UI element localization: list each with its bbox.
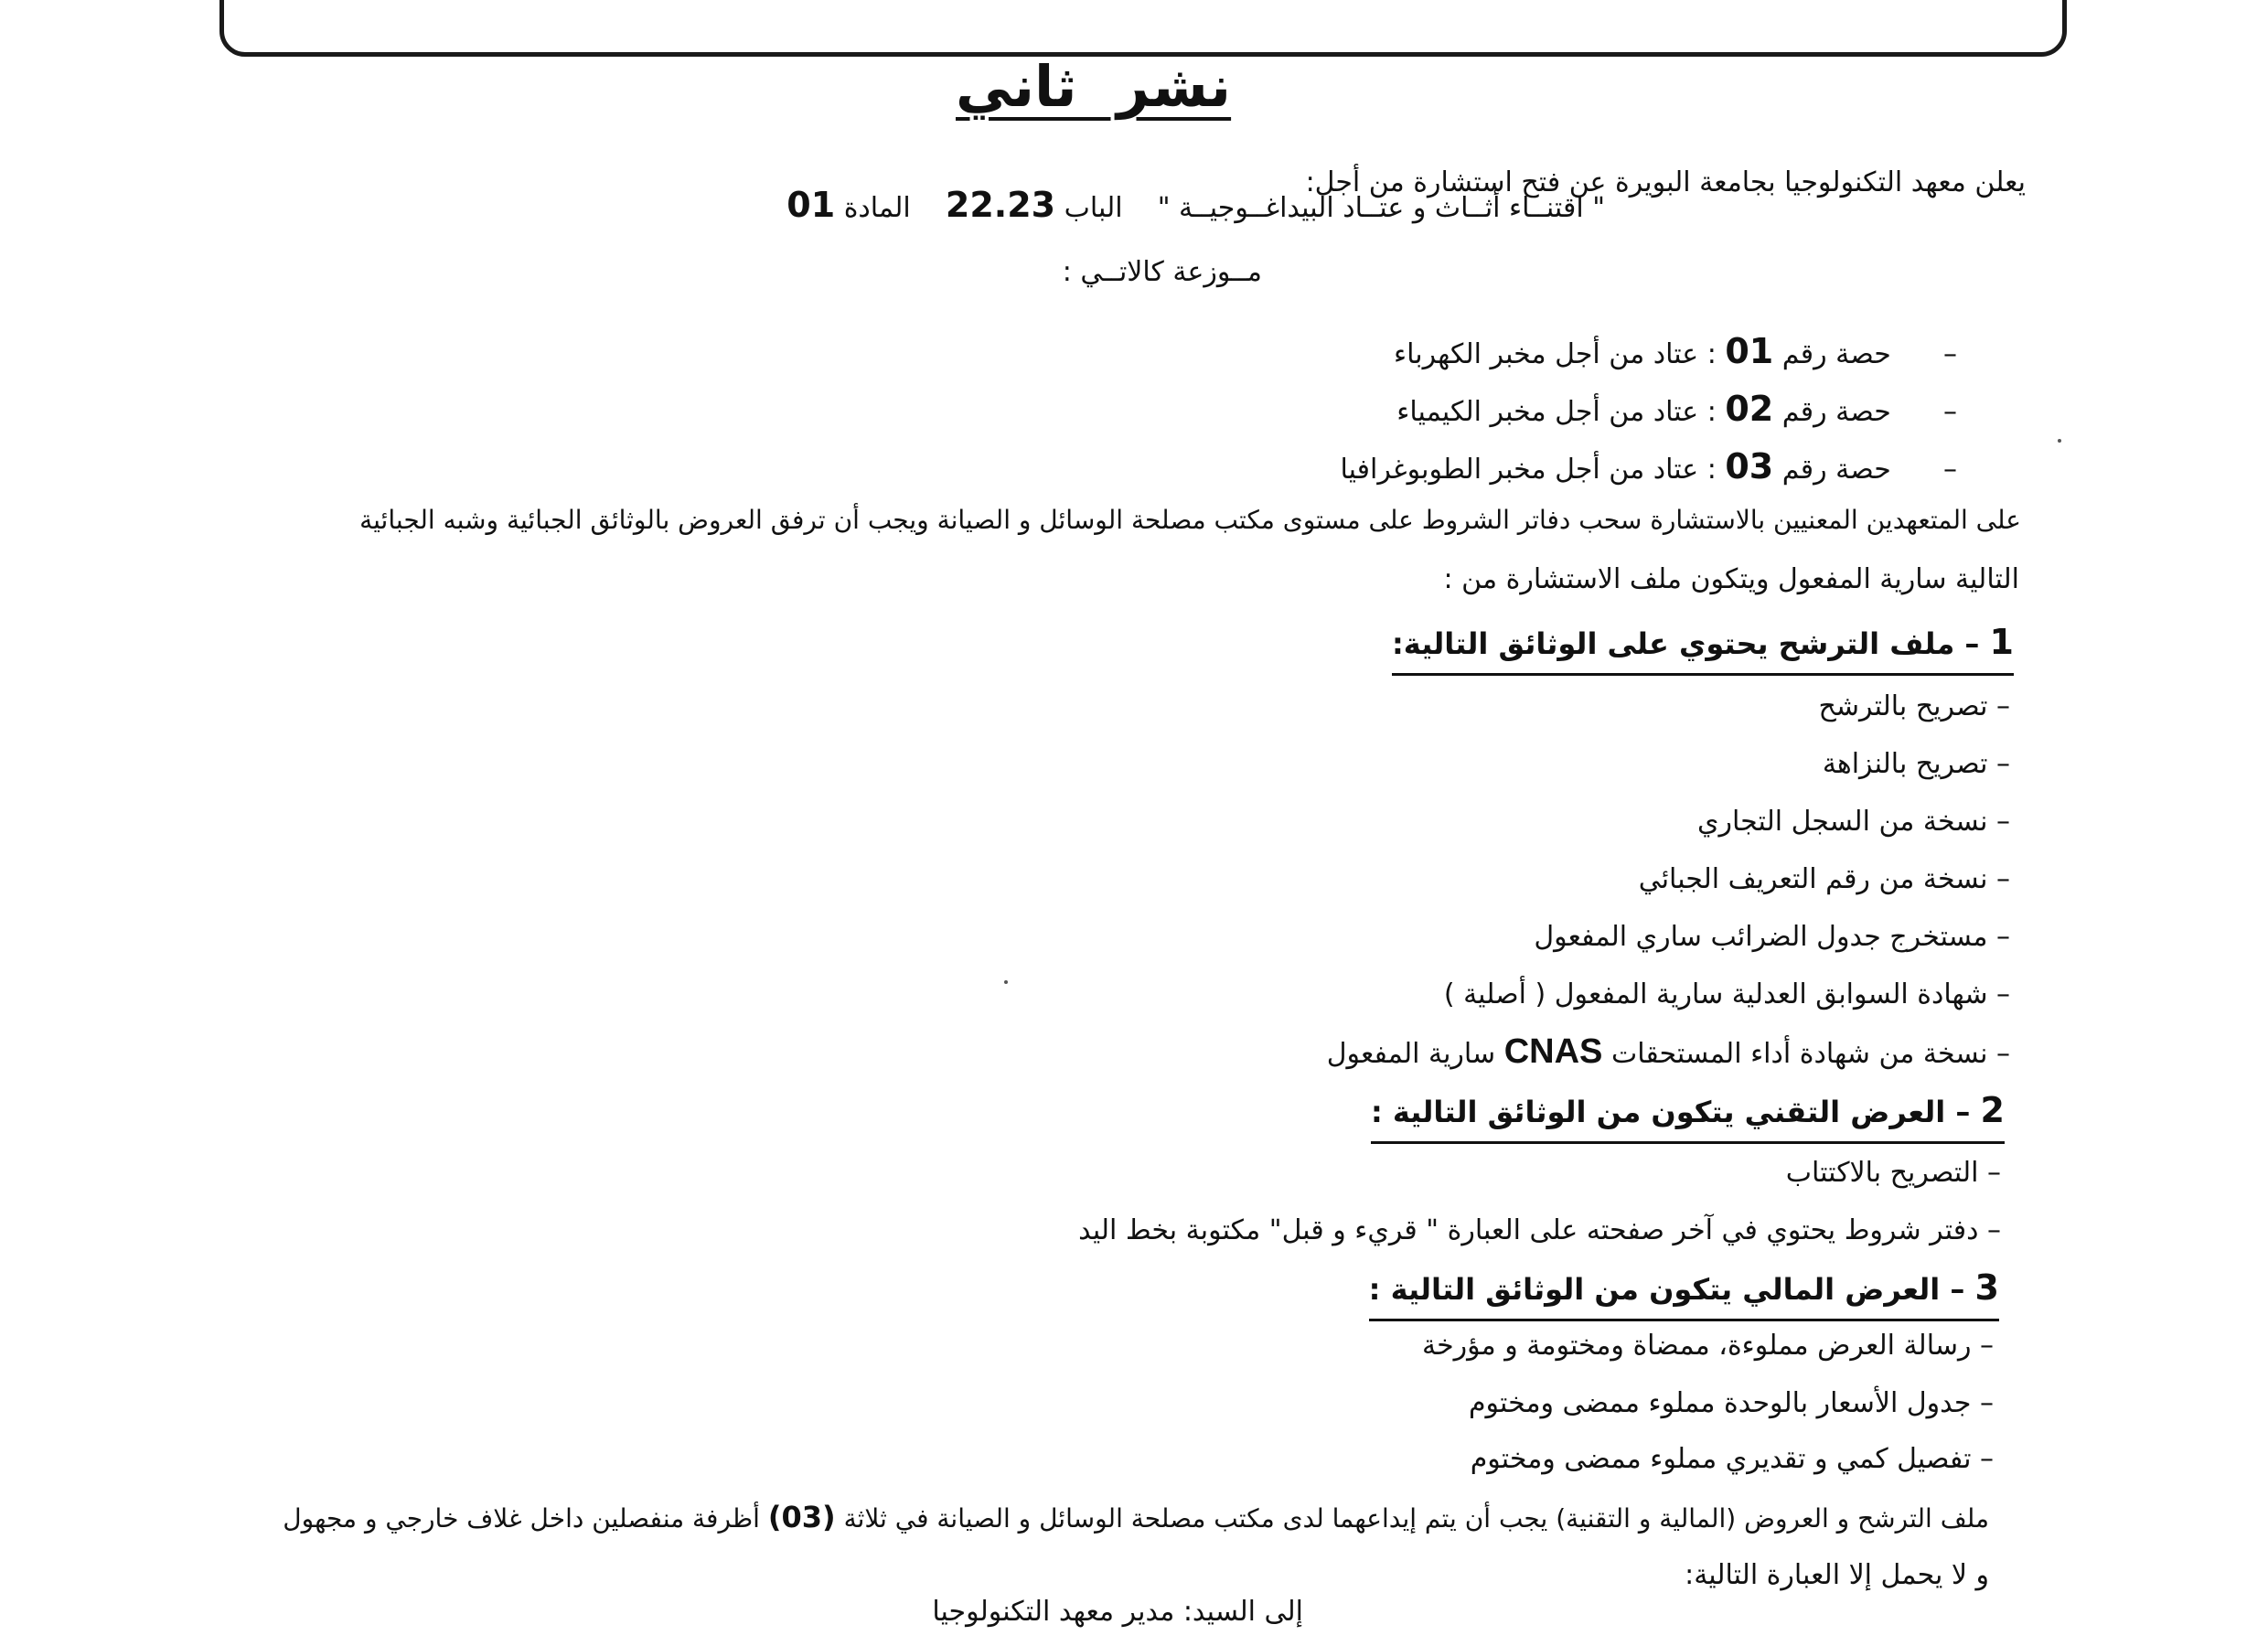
closing-line	[283, 1500, 1989, 1534]
addressee-line: إلى السيد: مدير معهد التكنولوجيا	[932, 1596, 1303, 1628]
subject-text: " اقتنــاء أثــاث و عتــاد البيداغــوجيــة "	[1157, 192, 1605, 224]
dash-bullet: –	[1943, 338, 1957, 370]
paragraph-line: التالية سارية المفعول ويتكون ملف الاستشارة من :	[1443, 563, 2019, 595]
lot-item	[1340, 446, 1957, 488]
list-item: – مستخرج جدول الضرائب ساري المفعول	[1534, 921, 2010, 953]
lot-label: حصة رقم	[1781, 454, 1891, 486]
lot-label: حصة رقم	[1781, 338, 1891, 370]
list-item-text: سارية المفعول	[1326, 1038, 1496, 1070]
section-1-heading	[1392, 622, 2014, 676]
list-item: – تفصيل كمي و تقديري مملوء ممضى ومختوم	[1470, 1443, 1994, 1475]
lot-item	[1394, 331, 1957, 373]
intro-line: يعلن معهد التكنولوجيا بجامعة البويرة عن فتح استشارة من أجل:	[1305, 166, 2026, 198]
lot-desc: : عتاد من أجل مخبر الكيمياء	[1396, 396, 1717, 428]
list-item	[1327, 1031, 2010, 1074]
scan-speck	[2058, 439, 2061, 443]
dash-bullet: –	[1943, 454, 1957, 486]
section-heading-text: – ملف الترشح يحتوي على الوثائق التالية:	[1391, 626, 1980, 661]
lot-number: 02	[1725, 389, 1774, 429]
list-item: – التصريح بالاكتتاب	[1785, 1157, 2001, 1189]
lot-item	[1396, 389, 1957, 431]
lot-number: 03	[1725, 446, 1774, 486]
closing-text: ملف الترشح و العروض (المالية و التقنية) يجب أن يتم إيداعهما لدى مكتب مصلحة الوسائل و الصيانة في ثلاثة	[843, 1503, 1989, 1534]
scan-speck	[1004, 980, 1008, 984]
envelope-count: (03)	[767, 1500, 836, 1534]
paragraph-line: على المتعهدين المعنيين بالاستشارة سحب دفاتر الشروط على مستوى مكتب مصلحة الوسائل و الصيانة ويجب أن ترفق العروض بالوثائق الجبائية وشبه الجبائية	[359, 505, 2021, 535]
section-heading-text: – العرض التقني يتكون من الوثائق التالية :	[1370, 1095, 1971, 1129]
list-item: – نسخة من رقم التعريف الجبائي	[1638, 863, 2010, 895]
list-item: – تصريح بالترشح	[1818, 690, 2010, 722]
article-value: 01	[786, 185, 836, 225]
closing-text: أظرفة منفصلين داخل غلاف خارجي و مجهول	[283, 1503, 760, 1534]
list-item-text: – نسخة من شهادة أداء المستحقات	[1610, 1038, 2010, 1070]
chapter-label: الباب	[1064, 192, 1123, 224]
closing-line: و لا يحمل إلا العبارة التالية:	[1685, 1559, 1989, 1591]
list-item: – نسخة من السجل التجاري	[1697, 806, 2010, 838]
list-item: – جدول الأسعار بالوحدة مملوء ممضى ومختوم	[1468, 1387, 1994, 1419]
lot-number: 01	[1725, 331, 1774, 371]
distribution-line: مــوزعة كالاتــي :	[1062, 256, 1262, 288]
section-2-heading	[1371, 1090, 2005, 1144]
list-item: – دفتر شروط يحتوي في آخر صفحته على العبارة " قريء و قبل" مكتوبة بخط اليد	[1078, 1214, 2001, 1246]
section-number: 1	[1989, 622, 2014, 662]
article-label: المادة	[843, 192, 911, 224]
section-number: 3	[1974, 1267, 1999, 1308]
dash-bullet: –	[1943, 396, 1957, 428]
lot-desc: : عتاد من أجل مخبر الطوبوغرافيا	[1340, 454, 1717, 486]
page-title: نشر ثاني	[956, 53, 1232, 120]
list-item: – رسالة العرض مملوءة، ممضاة ومختومة و مؤرخة	[1422, 1330, 1994, 1362]
lot-label: حصة رقم	[1781, 396, 1891, 428]
list-item: – شهادة السوابق العدلية سارية المفعول ( أصلية )	[1443, 978, 2010, 1010]
cnas-code: CNAS	[1503, 1032, 1603, 1071]
chapter-value: 22.23	[945, 185, 1056, 225]
list-item: – تصريح بالنزاهة	[1822, 748, 2010, 780]
section-heading-text: – العرض المالي يتكون من الوثائق التالية :	[1368, 1272, 1965, 1307]
header-frame	[219, 0, 2067, 57]
section-3-heading	[1369, 1267, 1999, 1321]
subject-line	[786, 185, 1605, 227]
section-number: 2	[1980, 1090, 2005, 1130]
lot-desc: : عتاد من أجل مخبر الكهرباء	[1394, 338, 1717, 370]
